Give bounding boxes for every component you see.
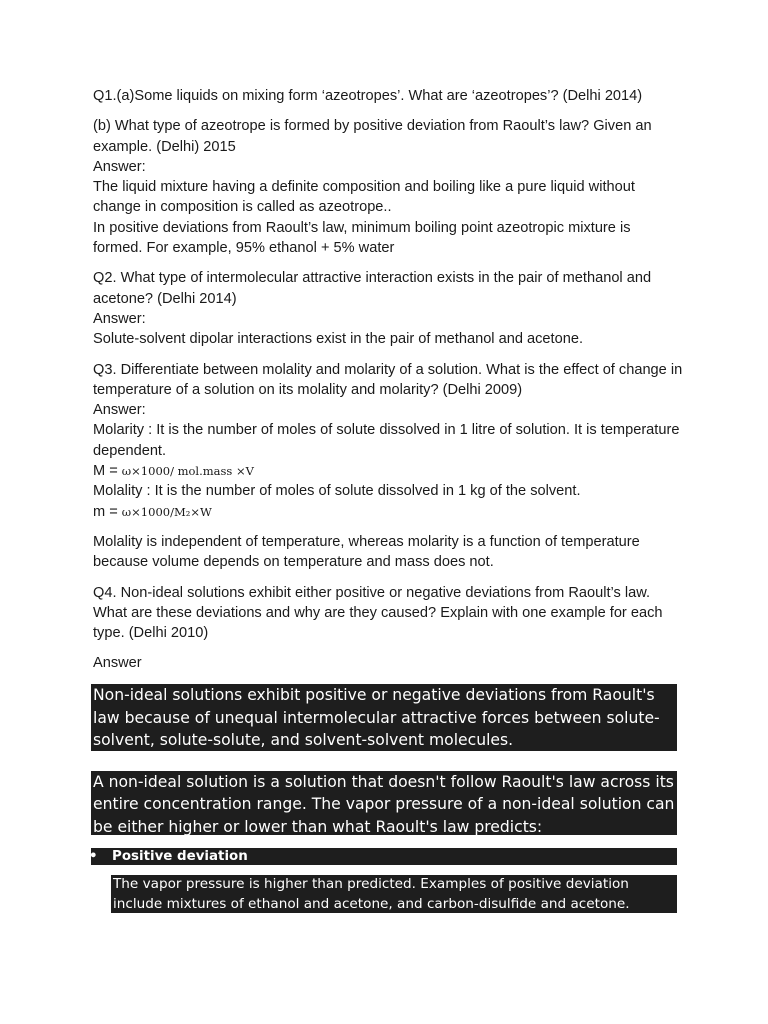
bullet-label: Positive deviation [112,849,248,864]
highlight-block-positive-deviation-example: The vapor pressure is higher than predicted. Examples of positive deviation include mixtures of ethanol and acetone, and carbon-disulfide and acetone. [111,875,677,913]
bullet-item-positive-deviation [91,848,677,865]
q2-answer-label: Answer: [93,310,146,327]
q3-comparison: Molality is independent of temperature, whereas molarity is a function of temperature because volume depends on temperature and mass does not. [93,533,640,571]
q3-question: Q3. Differentiate between molality and molarity of a solution. What is the effect of change in temperature of a solution on its molality and molarity? (Delhi 2009) [93,361,683,398]
molality-symbol: m = [93,503,122,520]
document-body [93,86,683,674]
molarity-definition: Molarity : It is the number of moles of solute dissolved in 1 litre of solution. It is temperature dependent. [93,422,680,459]
molality-definition: Molality : It is the number of moles of solute dissolved in 1 kg of the solvent. [93,483,581,500]
bullet-dot-icon: • [89,849,98,864]
molality-formula-line [93,502,683,522]
q1-question-b: (b) What type of azeotrope is formed by positive deviation from Raoult’s law? Given an example. (Delhi) 2015 [93,118,652,155]
highlight-block-deviation-cause: Non-ideal solutions exhibit positive or negative deviations from Raoult's law because of unequal intermolecular attractive forces between solute-solvent, solute-solute, and solvent-solvent molecules. [91,684,677,751]
highlight-block-non-ideal-definition: A non-ideal solution is a solution that doesn't follow Raoult's law across its entire concentration range. The vapor pressure of a non-ideal solution can be either higher or lower than what Raoult's law predicts: [91,771,677,835]
molality-formula: ω×1000/M₂×W [121,504,212,519]
q1-answer-1: The liquid mixture having a definite composition and boiling like a pure liquid without change in composition is called as azeotrope.. [93,179,635,216]
q4-answer-label: Answer [93,655,142,672]
q2-answer: Solute-solvent dipolar interactions exist in the pair of methanol and acetone. [93,331,583,348]
q1-answer-label: Answer: [93,158,146,175]
molarity-formula-line [93,461,683,481]
q3-answer-label: Answer: [93,402,146,419]
molarity-symbol: M = [93,463,122,480]
q2-question: Q2. What type of intermolecular attractive interaction exists in the pair of methanol and acetone? (Delhi 2014) [93,270,652,307]
q1-question-a: Q1.(a)Some liquids on mixing form ‘azeotropes’. What are ‘azeotropes’? (Delhi 2014) [93,88,643,104]
q1-answer-2: In positive deviations from Raoult’s law, minimum boiling point azeotropic mixture is formed. For example, 95% ethanol + 5% water [93,219,631,257]
q4-question: Q4. Non-ideal solutions exhibit either positive or negative deviations from Raoult’s law. What are these deviations and why are they caused? Explain with one example for each type. (Delhi 2010) [93,584,663,642]
molarity-formula: ω×1000/ mol.mass ×V [121,464,254,479]
